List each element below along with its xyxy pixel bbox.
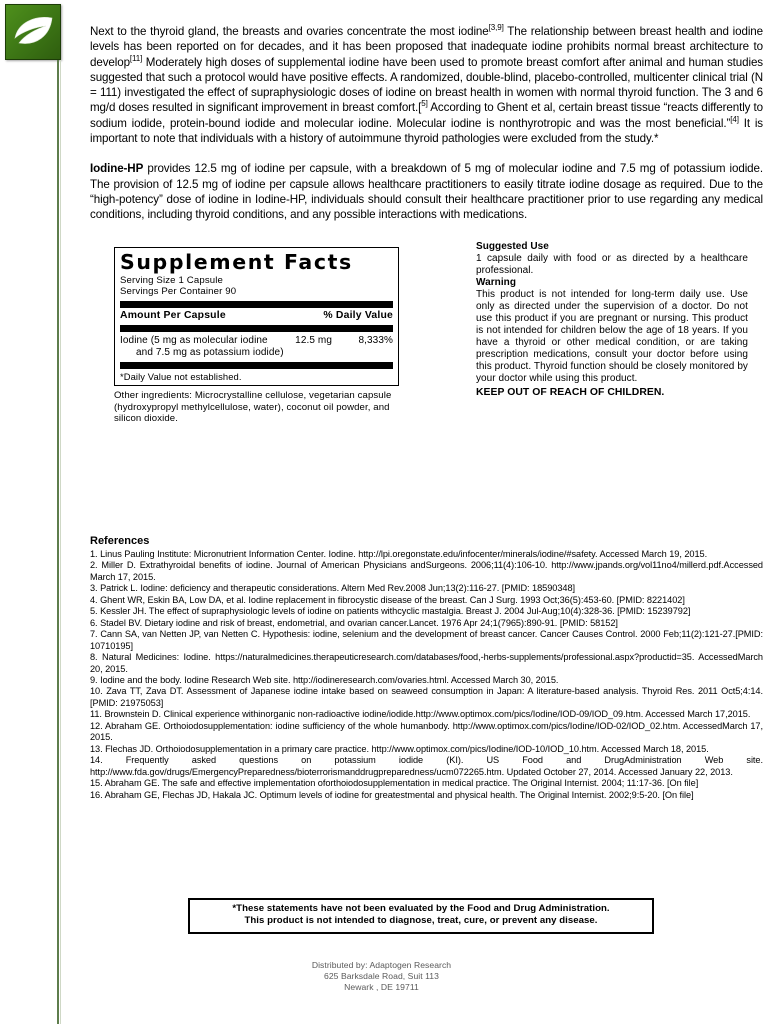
leaf-icon [6, 5, 60, 60]
references-section [90, 534, 763, 801]
list-item: 2. Miller D. Extrathyroidal benefits of iodine. Journal of American Physicians andSurgeons. 2006;11(4):106-10. http://www.jpands.org/vol11no4/millerd.pdf.Accessed March 17, 2015. [90, 560, 763, 582]
servings-per-container: Servings Per Container 90 [120, 286, 237, 298]
nutrient-daily-value: 8,333% [358, 334, 393, 346]
list-item: 6. Stadel BV. Dietary iodine and risk of breast, endometrial, and ovarian cancer.Lancet. 1976 Apr 24;1(7965):890-91. [PMID: 58152] [90, 617, 618, 628]
list-item: 10. Zava TT, Zava DT. Assessment of Japanese iodine intake based on seaweed consumption in Japan: A literature-based analysis. Thyroid Res. 2011 Oct5;4:14. [PMID: 21975053] [90, 686, 763, 708]
rail-vertical-line [57, 60, 59, 1024]
list-item: 13. Flechas JD. Orthoiodosupplementation in a primary care practice. http://www.optimox.com/pics/Iodine/IOD-10/IOD_10.htm. Accessed March 18, 2015. [90, 743, 709, 754]
list-item: 15. Abraham GE. The safe and effective implementation oforthoiodosupplementation in medical practice. The Original Internist. 2004; 11:17-36. [On file] [90, 778, 699, 789]
list-item: 16. Abraham GE, Flechas JD, Hakala JC. Optimum levels of iodine for greatestmental and physical health. The Original Internist. 2002;9:5-20. [On file] [90, 789, 694, 800]
product-name: Iodine-HP [90, 162, 144, 176]
nutrient-amount: 12.5 mg [295, 334, 332, 346]
rail-vertical-line-highlight [60, 60, 61, 1024]
disclaimer-line-2: This product is not intended to diagnose, treat, cure, or prevent any disease. [244, 915, 598, 927]
fda-disclaimer-box [188, 898, 654, 934]
list-item: 4. Ghent WR, Eskin BA, Low DA, et al. Iodine replacement in fibrocystic disease of the breast. Can J Surg. 1993 Oct;36(5):453-60. [PMID: 8221402] [90, 594, 685, 605]
list-item: 12. Abraham GE. Orthoiodosupplementation: iodine sufficiency of the whole humanbody. http://www.optimox.com/pics/Iodine/IOD-02/IOD_02.htm. AccessedMarch 17, 2015. [90, 720, 763, 743]
warning-body: This product is not intended for long-term daily use. Use only as directed under the supervision of a doctor. Do not use this product if you are pregnant or nursing. This product is not intended for children below the age of 18 years. If you have a thyroid or other medical condition, or are taking prescription medications, consult your doctor before using this product. Thyroid function should be closely monitored by your doctor while using this product. [476, 288, 748, 385]
distributor-name: Distributed by: Adaptogen Research [311, 960, 452, 970]
table-row [120, 333, 393, 359]
list-item: 7. Cann SA, van Netten JP, van Netten C. Hypothesis: iodine, selenium and the development of breast cancer. Cancer Causes Control. 2000 Feb;11(2):121-27.[PMID: 10710195] [90, 629, 763, 651]
page-footer [0, 960, 763, 994]
list-item: 3. Patrick L. Iodine: deficiency and therapeutic considerations. Altern Med Rev.2008 Jun;13(2):116-27. [PMID: 18590348] [90, 583, 576, 594]
para1-seg1: Next to the thyroid gland, the breasts and ovaries concentrate the most iodine [90, 25, 489, 38]
citation-ref-3-9: [3,9] [488, 23, 504, 33]
warning-heading: Warning [476, 276, 516, 288]
label-panels [90, 241, 763, 441]
rule-thick-top [120, 301, 393, 308]
list-item: 11. Brownstein D. Clinical experience withinorganic non-radioactive iodine/iodide.http://www.optimox.com/pics/Iodine/IOD-09/IOD_09.htm. Accessed March 17,2015. [90, 709, 751, 720]
supplement-facts-title: Supplement Facts [120, 249, 353, 274]
suggested-use-body: 1 capsule daily with food or as directed by a healthcare professional. [476, 252, 748, 276]
references-title: References [90, 535, 150, 547]
document-content [90, 0, 763, 1024]
nutrient-name-line2: and 7.5 mg as potassium iodide) [136, 346, 284, 358]
citation-ref-5: 5] [421, 99, 428, 109]
nutrient-name [120, 335, 393, 359]
list-item: 1. Linus Pauling Institute: Micronutrient Information Center. Iodine. http://lpi.oregonstate.edu/infocenter/minerals/iodine/#safety. Accessed March 19, 2015. [90, 549, 708, 559]
para1-seg2: The relationship between breast health and iodine levels has been reported on for decades, and it has been proposed that inadequate iodine prohibits normal breast architecture to develop [90, 25, 763, 69]
keep-out-of-reach-notice: KEEP OUT OF REACH OF CHILDREN. [476, 386, 665, 398]
list-item: 9. Iodine and the body. Iodine Research Web site. http://iodineresearch.com/ovaries.html. Accessed March 30, 2015. [90, 674, 559, 685]
supplement-facts-panel [114, 247, 399, 425]
citation-ref-11: [11] [129, 53, 143, 63]
distributor-street: 625 Barksdale Road, Suit 113 [324, 971, 439, 982]
disclaimer-line-1: *These statements have not been evaluated by the Food and Drug Administration. [232, 903, 610, 914]
column-header-amount: Amount Per Capsule [120, 309, 226, 321]
paragraph-product-description [90, 161, 763, 222]
para1-seg4: According to Ghent et al, certain breast tissue “reacts differently to sodium iodide, protein-bound iodide and molecular iodine. Molecular iodine is nonthyrotropic and was the most beneficial.” [90, 101, 763, 130]
company-logo [5, 4, 61, 60]
citation-ref-4: [4] [730, 114, 739, 124]
list-item: 8. Natural Medicines: Iodine. https://naturalmedicines.therapeuticresearch.com/databases/food,-herbs-supplements/professional.aspx?productid=35. AccessedMarch 20, 2015. [90, 652, 763, 674]
para1-seg3: Moderately high doses of supplemental iodine have been used to promote breast comfort after animal and human studies suggested that such a protocol would have positive effects. A randomized, double-blind, placebo-controlled, multicenter clinical trial (N = 111) investigated the effect of supraphysiologic doses of iodine on breast health in women with normal thyroid function. The 3 and 6 mg/d doses resulted in significant improvement in breast comfort.[ [90, 55, 763, 115]
supplement-facts-box [114, 247, 399, 387]
rule-thick-mid [120, 325, 393, 332]
para1-seg5: It is important to note that individuals with a history of autoimmune thyroid pathologies were excluded from the study.* [90, 116, 763, 146]
rule-thick-bottom [120, 362, 393, 369]
brand-rail [0, 0, 86, 1024]
other-ingredients: Other ingredients: Microcrystalline cellulose, vegetarian capsule (hydroxypropyl methylcellulose, water), coconut oil powder, and silicon dioxide. [114, 390, 392, 425]
serving-size: Serving Size 1 Capsule [120, 274, 224, 286]
daily-value-footnote: *Daily Value not established. [120, 371, 242, 383]
suggested-use-panel [476, 241, 748, 399]
distributor-city-state-zip: Newark , DE 19711 [344, 982, 419, 993]
paragraph-iodine-breast-health [90, 24, 763, 146]
para2-body: provides 12.5 mg of iodine per capsule, with a breakdown of 5 mg of molecular iodine and 7.5 mg of potassium iodide. The provision of 12.5 mg of iodine per capsule allows healthcare practitioners to easily titrate iodine dosage as required. Due to the “high-potency” dose of iodine in Iodine-HP, individuals should consult their healthcare practitioner prior to use regarding any medical conditions, including thyroid conditions, and any possible interactions with medications. [90, 162, 763, 222]
list-item: 14. Frequently asked questions on potassium iodide (KI). US Food and DrugAdministration Web site. http://www.fda.gov/drugs/EmergencyPreparedness/bioterrorismanddrugpreparedness/ucm072265.htm. Updated October 27, 2014. Accessed January 22, 2013. [90, 755, 763, 777]
suggested-use-heading: Suggested Use [476, 240, 549, 252]
supplement-table-header [120, 309, 393, 322]
nutrient-name-line1: Iodine (5 mg as molecular iodine [120, 334, 268, 346]
column-header-daily-value: % Daily Value [323, 309, 393, 321]
list-item: 5. Kessler JH. The effect of supraphysiologic levels of iodine on patients withcyclic mastalgia. Breast J. 2004 Jul-Aug;10(4):328-36. [PMID: 15239792] [90, 606, 691, 617]
